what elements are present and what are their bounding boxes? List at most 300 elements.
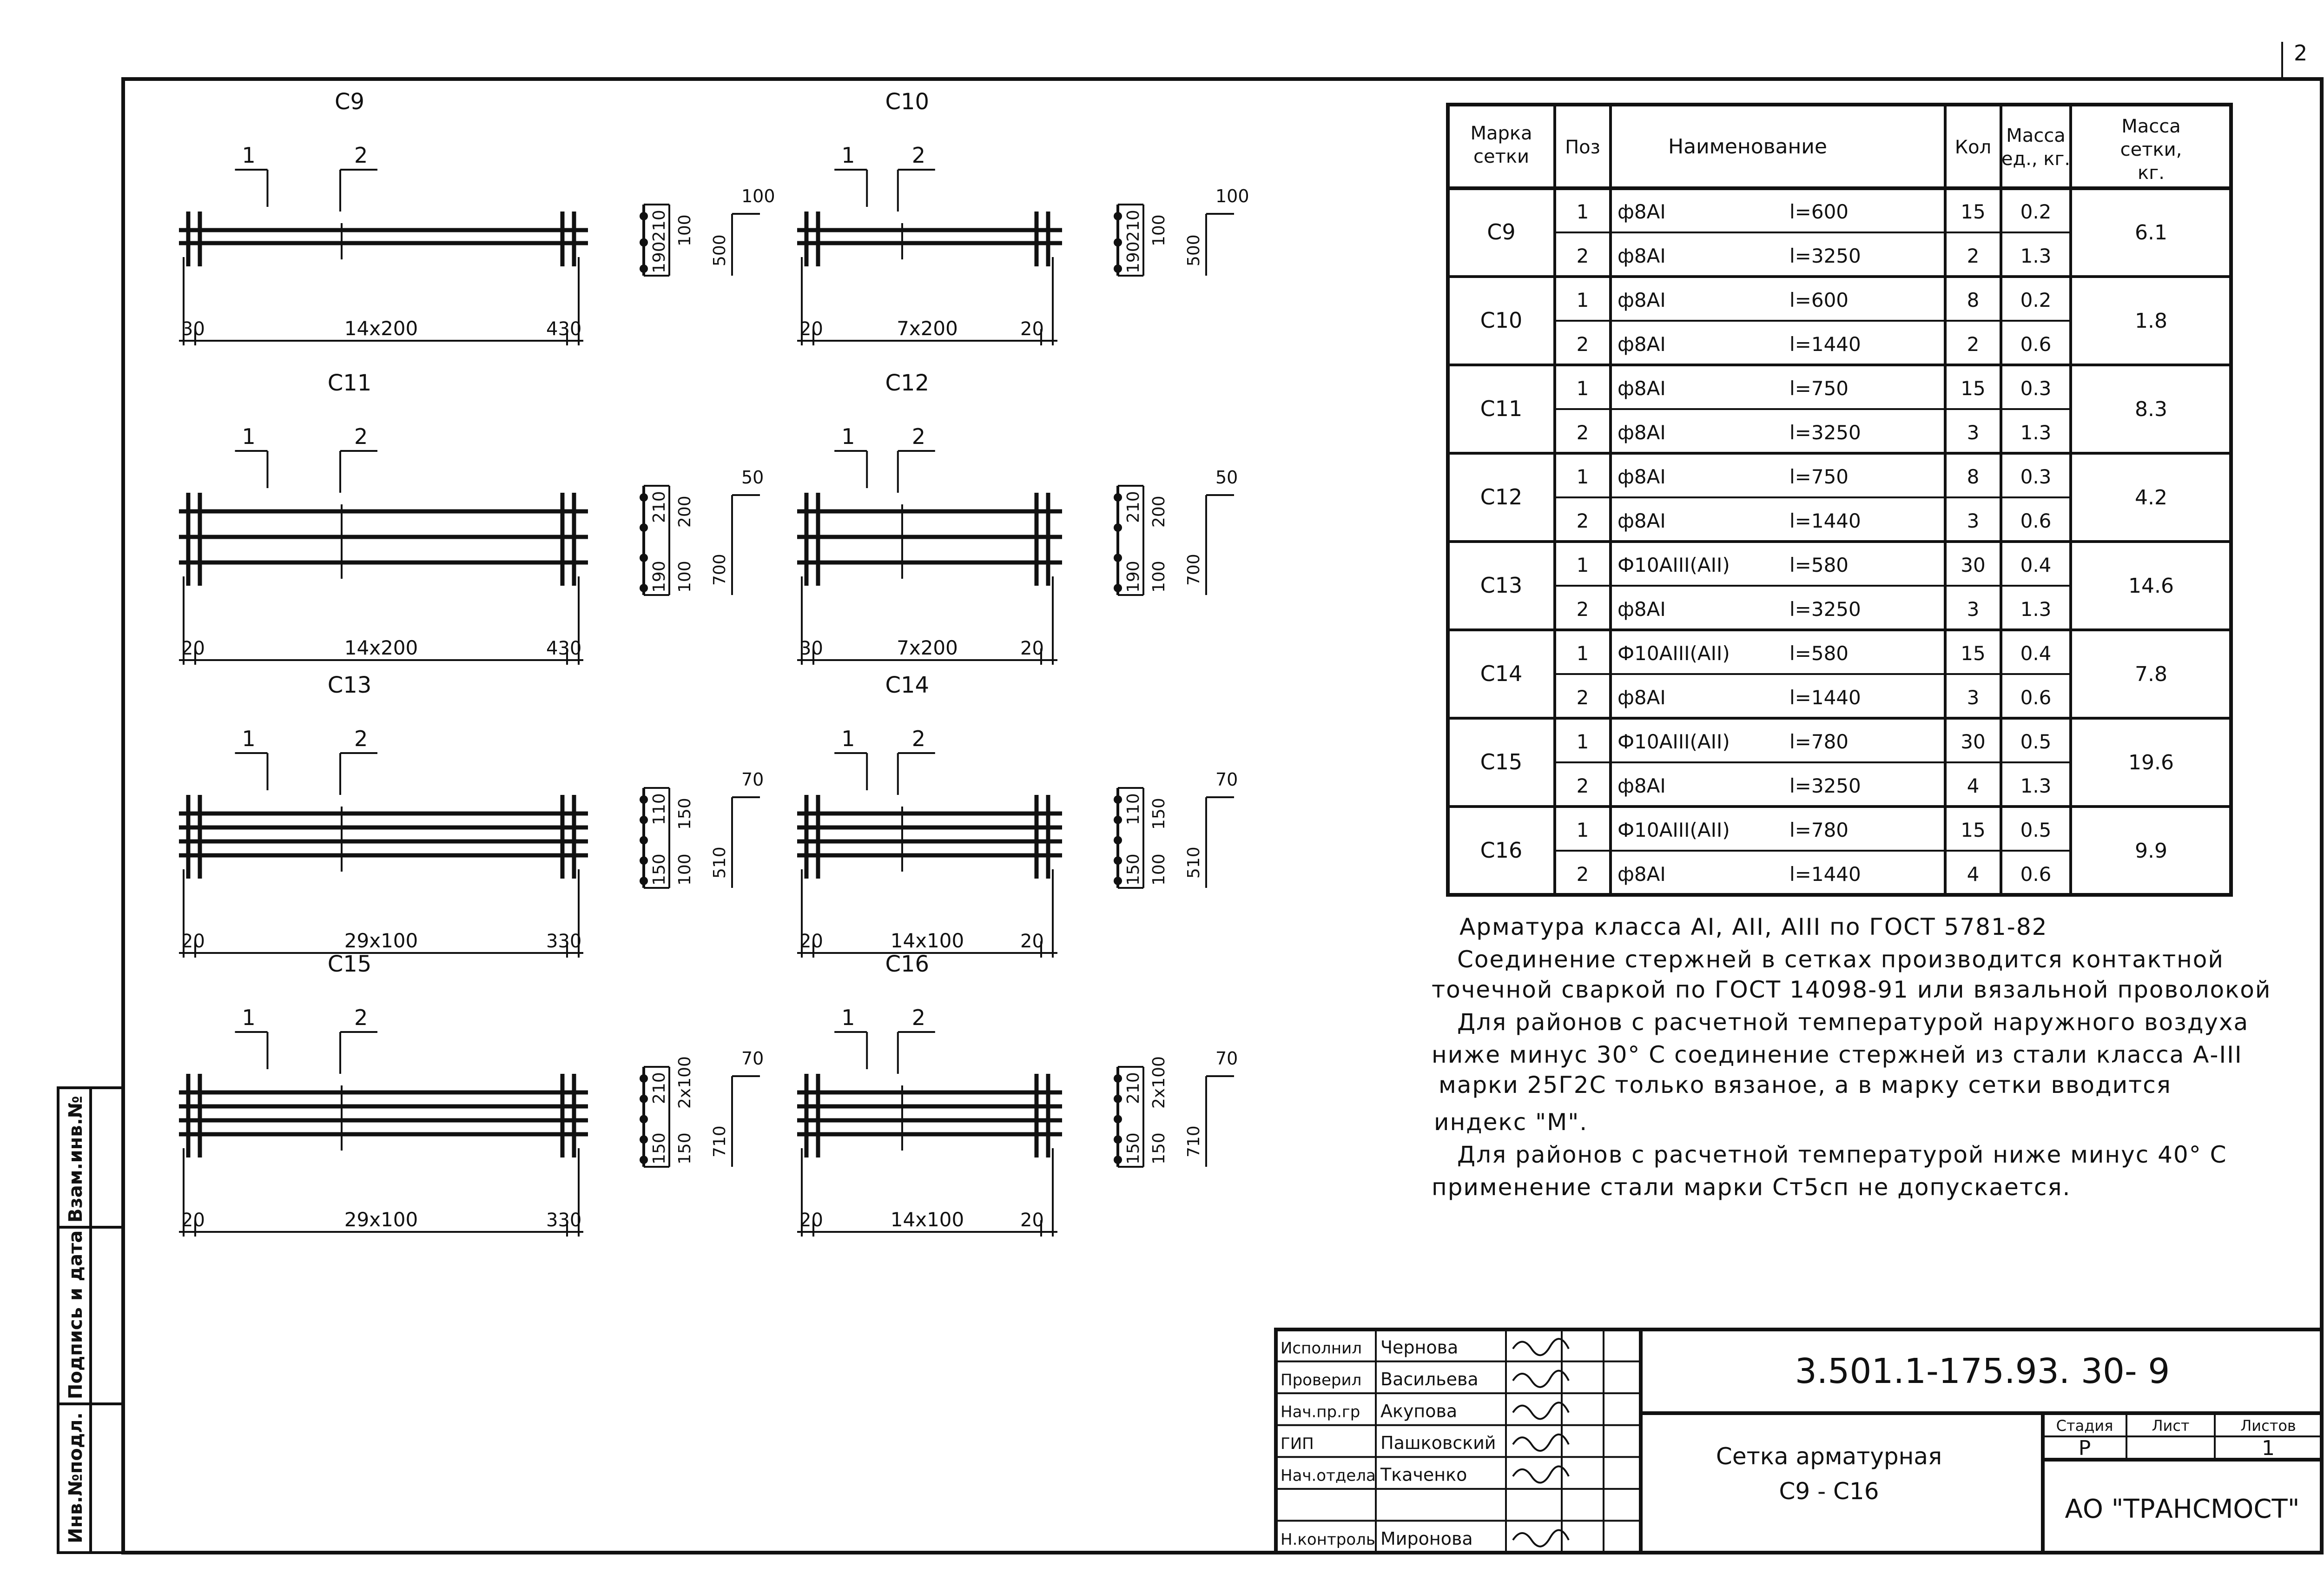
row-mass: 0.2 — [2020, 200, 2052, 223]
dim-left: 20 — [181, 1210, 205, 1231]
section-dim-c: 150 — [650, 1132, 669, 1164]
row-pos: 1 — [1576, 642, 1589, 665]
section-height: 50 — [1215, 467, 1238, 488]
row-bar: ф8AI — [1618, 333, 1666, 356]
row-qty: 2 — [1967, 245, 1980, 267]
row-bar: ф8AI — [1618, 377, 1666, 400]
bar-dot — [640, 1135, 648, 1144]
mesh-drawing-С10 — [797, 89, 1249, 345]
row-pos: 2 — [1576, 686, 1589, 709]
bar-dot — [640, 523, 648, 532]
row-pos: 2 — [1576, 245, 1589, 267]
mesh-title: С14 — [885, 672, 930, 698]
section-height: 50 — [741, 467, 764, 488]
group-total: 7.8 — [2135, 662, 2167, 686]
row-length: l=1440 — [1789, 509, 1861, 532]
section-dim-a: 210 — [650, 491, 669, 523]
position-1-label: 1 — [841, 1005, 855, 1030]
dim-left: 20 — [799, 931, 823, 952]
row-mass: 0.6 — [2020, 863, 2052, 886]
bar-dot — [1114, 816, 1122, 824]
bar-dot — [640, 212, 648, 220]
bar-dot — [1114, 212, 1122, 220]
cross-section — [640, 769, 764, 888]
bar-dot — [1114, 265, 1122, 273]
group-mark: С14 — [1480, 661, 1523, 686]
section-height: 100 — [741, 186, 775, 206]
bar-dot — [1114, 836, 1122, 845]
row-bar: ф8AI — [1618, 863, 1666, 886]
signature — [1513, 1371, 1569, 1387]
section-dim-b: 150 — [675, 798, 694, 830]
hdr-net-mass-3: кг. — [2138, 162, 2165, 184]
section-height: 70 — [1215, 1048, 1238, 1069]
row-bar: ф8AI — [1618, 774, 1666, 797]
row-length: l=780 — [1789, 730, 1849, 753]
dim-right: 20 — [1020, 1210, 1044, 1231]
bar-dot — [1114, 1135, 1122, 1144]
section-dim-b: 2х100 — [675, 1056, 694, 1109]
row-bar: ф8AI — [1618, 421, 1666, 444]
section-dim-d: 150 — [675, 1132, 694, 1164]
mesh-drawing-С14 — [797, 672, 1238, 958]
row-mass: 1.3 — [2020, 774, 2052, 797]
row-qty: 3 — [1967, 421, 1980, 444]
row-qty: 2 — [1967, 333, 1980, 356]
row-bar: Ф10AIII(AII) — [1618, 819, 1730, 841]
row-pos: 2 — [1576, 421, 1589, 444]
row-qty: 4 — [1967, 774, 1980, 797]
group-mark: С12 — [1480, 484, 1523, 509]
note-line-8: Для районов с расчетной температурой ниже минус 40° С — [1457, 1141, 2227, 1168]
dim-middle: 29х100 — [344, 1208, 418, 1231]
stage-label: Стадия — [2056, 1417, 2113, 1435]
mesh-drawing-С13 — [179, 672, 764, 958]
position-2-label: 2 — [354, 424, 368, 449]
position-2-label: 2 — [354, 1005, 368, 1030]
mesh-title: С16 — [885, 951, 930, 977]
signature — [1513, 1530, 1569, 1547]
spec-table — [1448, 105, 2231, 895]
note-line-5: ниже минус 30° С соединение стержней из стали класса А-III — [1432, 1041, 2243, 1068]
group-total: 1.8 — [2135, 309, 2167, 333]
role-label: Н.контроль — [1281, 1530, 1375, 1549]
row-mass: 0.2 — [2020, 289, 2052, 311]
role-name: Ткаченко — [1380, 1464, 1467, 1485]
table-group-С10 — [1448, 277, 2231, 356]
stage-value: Р — [2078, 1436, 2091, 1460]
group-mark: С10 — [1480, 308, 1523, 333]
mesh-drawing-С15 — [179, 951, 764, 1237]
bar-dot — [640, 265, 648, 273]
group-mark: С9 — [1487, 219, 1516, 245]
row-bar: ф8AI — [1618, 289, 1666, 311]
organization: АО "ТРАНСМОСТ" — [2065, 1494, 2300, 1524]
row-qty: 15 — [1961, 377, 1986, 400]
sheet-frame — [123, 79, 2322, 1553]
group-mark: С13 — [1480, 573, 1523, 598]
row-bar: ф8AI — [1618, 465, 1666, 488]
section-dim-c: 190 — [1124, 241, 1143, 273]
section-dim-a: 210 — [1124, 210, 1143, 242]
row-pos: 2 — [1576, 598, 1589, 621]
row-bar: ф8AI — [1618, 200, 1666, 223]
row-mass: 1.3 — [2020, 598, 2052, 621]
bar-dot — [640, 1095, 648, 1103]
section-dim-a: 210 — [1124, 1072, 1143, 1104]
role-name: Чернова — [1380, 1337, 1459, 1358]
dim-left: 20 — [799, 318, 823, 340]
role-label: Нач.отдела — [1281, 1466, 1376, 1485]
page-number: 2 — [2294, 40, 2308, 66]
section-dim-d: 150 — [1149, 1132, 1169, 1164]
section-dim-a: 210 — [650, 1072, 669, 1104]
bar-dot — [1114, 554, 1122, 562]
section-dim-a: 110 — [650, 793, 669, 825]
bar-dot — [640, 493, 648, 502]
role-name: Васильева — [1380, 1369, 1479, 1389]
row-pos: 2 — [1576, 509, 1589, 532]
row-qty: 30 — [1961, 730, 1986, 753]
row-length: l=3250 — [1789, 774, 1861, 797]
mesh-drawing-С12 — [797, 370, 1238, 665]
bar-dot — [640, 836, 648, 845]
section-dim-a: 210 — [1124, 491, 1143, 523]
row-length: l=3250 — [1789, 598, 1861, 621]
mesh-title: С10 — [885, 89, 930, 115]
row-qty: 3 — [1967, 598, 1980, 621]
mesh-drawing-С16 — [797, 951, 1238, 1237]
hdr-qty: Кол — [1954, 137, 1992, 158]
hdr-name: Наименование — [1668, 135, 1827, 159]
section-height: 70 — [1215, 769, 1238, 790]
group-total: 9.9 — [2135, 839, 2167, 863]
row-pos: 1 — [1576, 819, 1589, 841]
section-dim-a: 210 — [650, 210, 669, 242]
document-code: 3.501.1-175.93. 30- 9 — [1795, 1351, 2170, 1391]
bar-dot — [640, 584, 648, 592]
row-mass: 1.3 — [2020, 421, 2052, 444]
section-dim-c: 190 — [650, 241, 669, 273]
side-stamp-label-inv: Инв.№подл. — [65, 1412, 86, 1543]
position-1-label: 1 — [242, 726, 256, 751]
bar-dot — [1114, 877, 1122, 885]
section-dim-b: 200 — [1149, 496, 1169, 528]
section-width: 500 — [1184, 234, 1203, 266]
section-dim-b: 100 — [675, 214, 694, 246]
role-label: Проверил — [1281, 1371, 1362, 1389]
dim-middle: 14х100 — [890, 1208, 964, 1231]
dim-right: 330 — [546, 1210, 582, 1231]
signature — [1513, 1466, 1569, 1482]
side-stamp-label-replace: Взам.инв.№ — [65, 1096, 86, 1223]
row-length: l=1440 — [1789, 333, 1861, 356]
row-pos: 2 — [1576, 863, 1589, 886]
dim-middle: 7х200 — [897, 636, 958, 659]
dim-middle: 14х200 — [344, 636, 418, 659]
dim-left: 30 — [799, 638, 823, 659]
section-height: 70 — [741, 1048, 764, 1069]
mesh-drawing-С9 — [179, 89, 775, 345]
section-dim-b: 150 — [1149, 798, 1169, 830]
row-length: l=3250 — [1789, 421, 1861, 444]
role-name: Миронова — [1380, 1528, 1473, 1549]
row-length: l=1440 — [1789, 686, 1861, 709]
position-2-label: 2 — [354, 726, 368, 751]
mesh-title: С13 — [327, 672, 372, 698]
row-mass: 0.4 — [2020, 642, 2052, 665]
row-qty: 4 — [1967, 863, 1980, 886]
bar-dot — [1114, 1156, 1122, 1164]
row-length: l=3250 — [1789, 245, 1861, 267]
mesh-title: С9 — [334, 89, 365, 115]
dim-right: 330 — [546, 931, 582, 952]
section-dim-c: 150 — [650, 853, 669, 886]
signature — [1513, 1339, 1569, 1355]
section-width: 700 — [710, 554, 729, 586]
section-height: 100 — [1215, 186, 1249, 206]
note-line-7: индекс "М". — [1434, 1109, 1588, 1136]
role-label: Исполнил — [1281, 1339, 1362, 1358]
cross-section — [1114, 467, 1238, 595]
row-mass: 0.5 — [2020, 819, 2052, 841]
role-name: Акупова — [1380, 1401, 1458, 1422]
hdr-net-mass-2: сетки, — [2120, 139, 2182, 160]
dim-left: 20 — [181, 638, 205, 659]
position-2-label: 2 — [911, 1005, 926, 1030]
row-mass: 0.3 — [2020, 465, 2052, 488]
row-qty: 15 — [1961, 819, 1986, 841]
bar-dot — [1114, 856, 1122, 865]
dim-right: 20 — [1020, 638, 1044, 659]
row-mass: 1.3 — [2020, 245, 2052, 267]
bar-dot — [640, 816, 648, 824]
signature — [1513, 1402, 1569, 1419]
section-width: 710 — [710, 1125, 729, 1157]
role-label: Нач.пр.гр — [1281, 1402, 1360, 1422]
cross-section — [1114, 1048, 1238, 1167]
row-qty: 8 — [1967, 465, 1980, 488]
row-bar: ф8AI — [1618, 509, 1666, 532]
bar-dot — [640, 1074, 648, 1083]
table-group-С11 — [1448, 365, 2231, 444]
mesh-title: С12 — [885, 370, 930, 396]
row-qty: 30 — [1961, 554, 1986, 576]
drawings-layer — [179, 89, 1249, 1237]
section-width: 510 — [1184, 847, 1203, 879]
dim-middle: 29х100 — [344, 929, 418, 952]
group-mark: С15 — [1480, 749, 1523, 774]
group-total: 6.1 — [2135, 221, 2167, 245]
row-length: l=580 — [1789, 642, 1849, 665]
position-2-label: 2 — [911, 143, 926, 168]
group-total: 14.6 — [2128, 574, 2174, 598]
row-pos: 2 — [1576, 333, 1589, 356]
table-group-С14 — [1448, 630, 2231, 709]
row-qty: 15 — [1961, 200, 1986, 223]
table-group-С12 — [1448, 453, 2231, 532]
sheet-label: Лист — [2152, 1417, 2190, 1435]
section-dim-d: 100 — [1149, 853, 1169, 886]
row-bar: ф8AI — [1618, 686, 1666, 709]
cross-section — [1114, 769, 1238, 888]
group-total: 8.3 — [2135, 397, 2167, 421]
note-line-9: применение стали марки Ст5сп не допускается. — [1432, 1174, 2071, 1201]
side-stamp-label-sign: Подпись и дата — [65, 1230, 86, 1399]
position-1-label: 1 — [841, 424, 855, 449]
row-mass: 0.6 — [2020, 686, 2052, 709]
dim-middle: 14х100 — [890, 929, 964, 952]
section-width: 500 — [710, 234, 729, 266]
hdr-net-mass: Масса — [2121, 116, 2181, 137]
row-length: l=600 — [1789, 289, 1849, 311]
bar-dot — [640, 877, 648, 885]
note-line-4: Для районов с расчетной температурой наружного воздуха — [1457, 1009, 2249, 1036]
group-mark: С16 — [1480, 838, 1523, 863]
sheets-value: 1 — [2262, 1436, 2275, 1460]
row-bar: Ф10AIII(AII) — [1618, 554, 1730, 576]
group-mark: С11 — [1480, 396, 1523, 421]
bar-dot — [1114, 1115, 1122, 1124]
dim-left: 20 — [799, 1210, 823, 1231]
hdr-mark: Марка — [1470, 123, 1532, 144]
section-height: 70 — [741, 769, 764, 790]
bar-dot — [640, 1156, 648, 1164]
section-dim-d: 100 — [1149, 561, 1169, 593]
table-group-С15 — [1448, 718, 2231, 797]
hdr-unit-mass: Масса — [2006, 125, 2066, 146]
dim-right: 430 — [546, 318, 582, 340]
dim-middle: 14х200 — [344, 317, 418, 340]
section-dim-c: 190 — [1124, 561, 1143, 593]
cross-section — [640, 186, 775, 276]
bar-dot — [640, 554, 648, 562]
section-dim-b: 100 — [1149, 214, 1169, 246]
drawing-subtitle: С9 - С16 — [1779, 1478, 1879, 1505]
cross-section — [640, 1048, 764, 1167]
note-line-1: Арматура класса AI, AII, AIII по ГОСТ 5781-82 — [1459, 913, 2048, 940]
position-1-label: 1 — [242, 1005, 256, 1030]
section-dim-d: 100 — [675, 853, 694, 886]
bar-dot — [1114, 523, 1122, 532]
row-length: l=600 — [1789, 200, 1849, 223]
position-1-label: 1 — [841, 726, 855, 751]
section-width: 700 — [1184, 554, 1203, 586]
row-qty: 3 — [1967, 509, 1980, 532]
drawing-title: Сетка арматурная — [1716, 1443, 1942, 1470]
cross-section — [640, 467, 764, 595]
row-mass: 0.6 — [2020, 333, 2052, 356]
row-length: l=750 — [1789, 465, 1849, 488]
bar-dot — [640, 1115, 648, 1124]
role-label: ГИП — [1281, 1435, 1314, 1454]
bar-dot — [1114, 493, 1122, 502]
mesh-title: С11 — [327, 370, 372, 396]
row-mass: 0.6 — [2020, 509, 2052, 532]
row-mass: 0.3 — [2020, 377, 2052, 400]
row-length: l=580 — [1789, 554, 1849, 576]
position-1-label: 1 — [841, 143, 855, 168]
section-dim-c: 150 — [1124, 853, 1143, 886]
mesh-title: С15 — [327, 951, 372, 977]
title-block — [1276, 1329, 2322, 1553]
role-name: Пашковский — [1380, 1433, 1496, 1454]
row-qty: 15 — [1961, 642, 1986, 665]
row-qty: 3 — [1967, 686, 1980, 709]
dim-left: 30 — [181, 318, 205, 340]
position-1-label: 1 — [242, 143, 256, 168]
row-bar: Ф10AIII(AII) — [1618, 642, 1730, 665]
row-pos: 1 — [1576, 730, 1589, 753]
row-length: l=750 — [1789, 377, 1849, 400]
bar-dot — [1114, 1074, 1122, 1083]
cross-section — [1114, 186, 1249, 276]
position-2-label: 2 — [911, 424, 926, 449]
row-pos: 1 — [1576, 554, 1589, 576]
bar-dot — [1114, 238, 1122, 247]
section-dim-b: 200 — [675, 496, 694, 528]
table-group-С9 — [1487, 200, 2167, 267]
hdr-unit-mass-2: ед., кг. — [2001, 148, 2071, 170]
bar-dot — [1114, 795, 1122, 804]
row-pos: 1 — [1576, 289, 1589, 311]
row-length: l=780 — [1789, 819, 1849, 841]
hdr-mark-2: сетки — [1473, 146, 1530, 167]
row-pos: 1 — [1576, 465, 1589, 488]
position-2-label: 2 — [911, 726, 926, 751]
note-line-6: марки 25Г2С только вязаное, а в марку сетки вводится — [1439, 1071, 2172, 1098]
row-mass: 0.4 — [2020, 554, 2052, 576]
section-width: 510 — [710, 847, 729, 879]
group-total: 4.2 — [2135, 486, 2167, 509]
table-group-С16 — [1448, 807, 2231, 886]
section-dim-c: 190 — [650, 561, 669, 593]
group-total: 19.6 — [2128, 751, 2174, 774]
bar-dot — [1114, 1095, 1122, 1103]
note-line-3: точечной сваркой по ГОСТ 14098-91 или вязальной проволокой — [1432, 976, 2271, 1003]
signature — [1513, 1435, 1569, 1451]
section-dim-a: 110 — [1124, 793, 1143, 825]
row-bar: ф8AI — [1618, 598, 1666, 621]
hdr-pos: Поз — [1565, 137, 1600, 158]
bar-dot — [640, 238, 648, 247]
dim-right: 430 — [546, 638, 582, 659]
dim-right: 20 — [1020, 931, 1044, 952]
row-mass: 0.5 — [2020, 730, 2052, 753]
position-1-label: 1 — [242, 424, 256, 449]
table-group-С13 — [1448, 542, 2231, 621]
section-dim-c: 150 — [1124, 1132, 1143, 1164]
note-line-2: Соединение стержней в сетках производится контактной — [1457, 946, 2224, 973]
row-pos: 1 — [1576, 200, 1589, 223]
row-bar: ф8AI — [1618, 245, 1666, 267]
position-2-label: 2 — [354, 143, 368, 168]
sheets-label: Листов — [2240, 1417, 2296, 1435]
section-width: 710 — [1184, 1125, 1203, 1157]
row-length: l=1440 — [1789, 863, 1861, 886]
dim-right: 20 — [1020, 318, 1044, 340]
bar-dot — [1114, 584, 1122, 592]
row-pos: 1 — [1576, 377, 1589, 400]
dim-left: 20 — [181, 931, 205, 952]
bar-dot — [640, 856, 648, 865]
row-bar: Ф10AIII(AII) — [1618, 730, 1730, 753]
mesh-drawing-С11 — [179, 370, 764, 665]
dim-middle: 7х200 — [897, 317, 958, 340]
row-pos: 2 — [1576, 774, 1589, 797]
section-dim-b: 2х100 — [1149, 1056, 1169, 1109]
bar-dot — [640, 795, 648, 804]
